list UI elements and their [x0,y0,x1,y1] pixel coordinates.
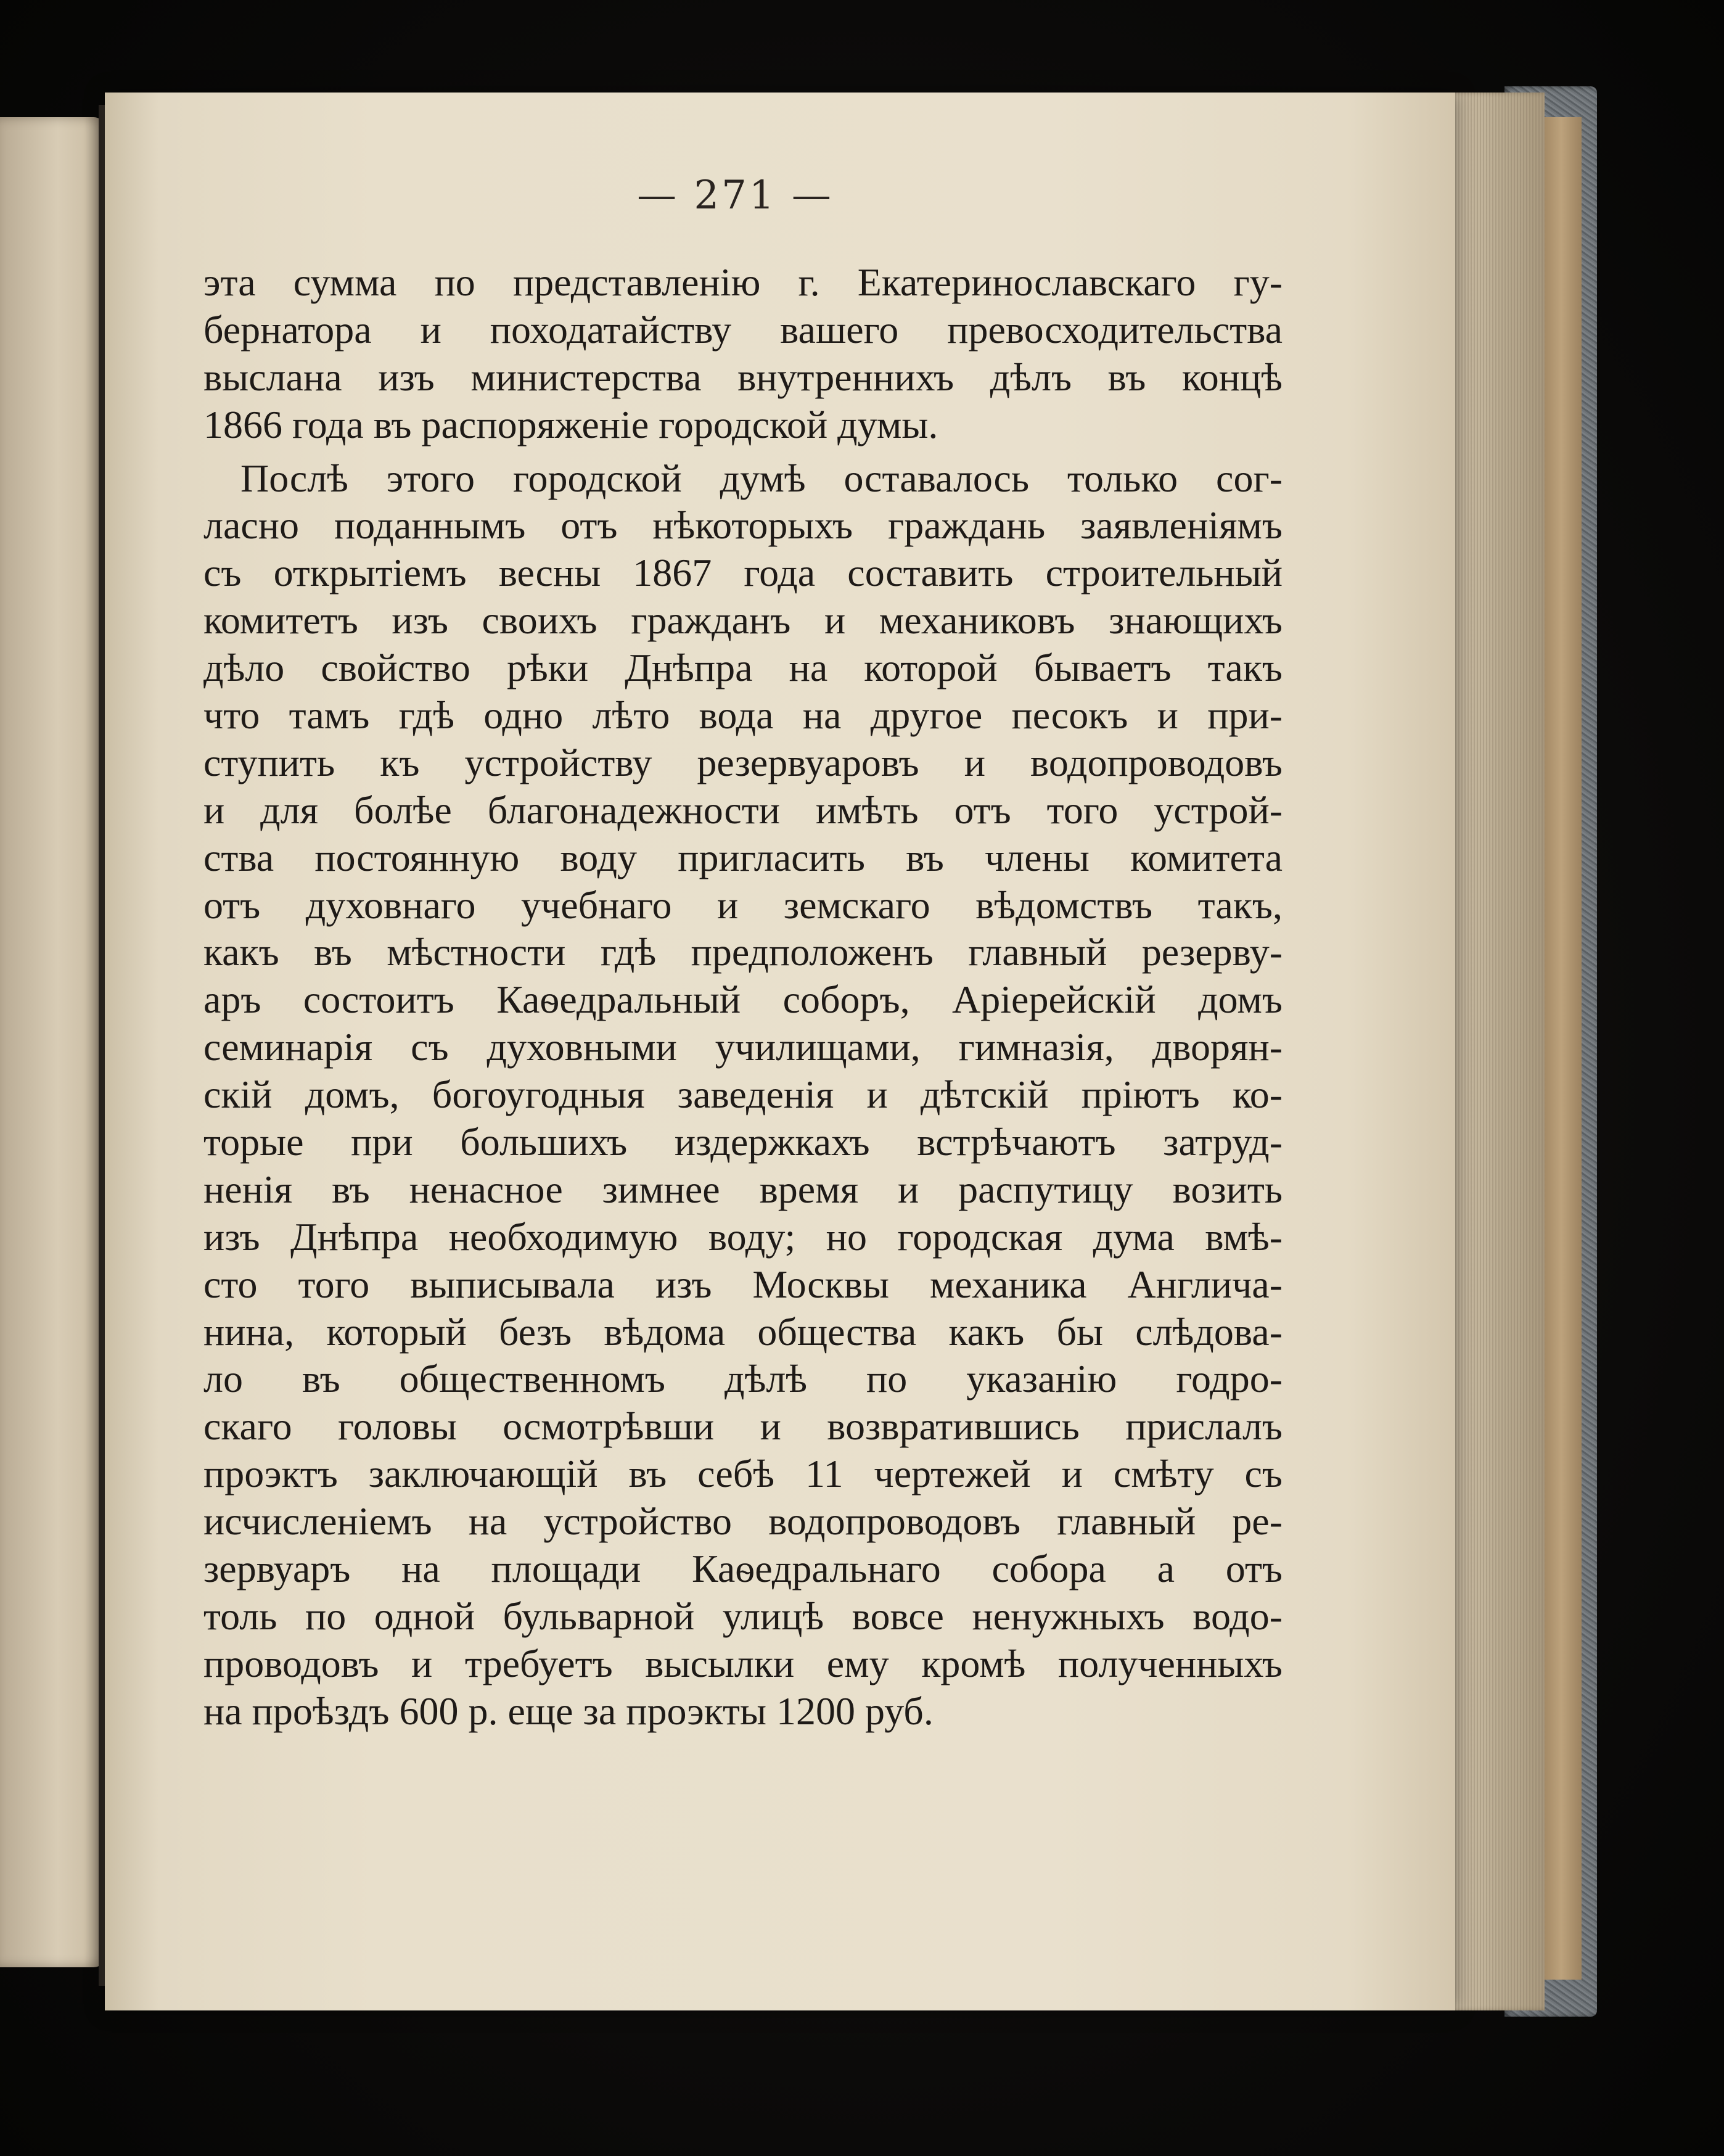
text-line: эта сумма по представленію г. Екатеринославскаго гу- [203,260,1283,304]
page-stack-edges [1449,93,1545,2010]
text-line: аръ состоитъ Каѳедральный соборъ, Аріерейскій домъ [203,977,1283,1022]
cover-inner-edge [1545,117,1582,1980]
text-line: на проѣздъ 600 р. еще за проэкты 1200 руб. [203,1689,934,1733]
text-line: проэктъ заключающій въ себѣ 11 чертежей и смѣту съ [203,1452,1283,1496]
paragraph [203,259,1283,449]
text-line: что тамъ гдѣ одно лѣто вода на другое песокъ и при- [203,693,1283,738]
text-line: бернатора и походатайству вашего превосходительства [203,307,1283,352]
text-line: толь по одной бульварной улицѣ вовсе ненужныхъ водо- [203,1594,1283,1638]
text-line: исчисленіемъ на устройство водопроводовъ главный ре- [203,1499,1283,1544]
text-line: дѣло свойство рѣки Днѣпра на которой бываетъ такъ [203,646,1283,690]
text-line: и для болѣе благонадежности имѣть отъ того устрой- [203,788,1283,832]
text-line: ненія въ ненасное зимнее время и распутицу возить [203,1167,1283,1211]
text-line: зервуаръ на площади Каѳедральнаго собора а отъ [203,1547,1283,1591]
text-line: отъ духовнаго учебнаго и земскаго вѣдомствъ такъ, [203,883,1283,927]
page-number: — 271 — [637,173,834,218]
text-line: Послѣ этого городской думѣ оставалось только сог- [240,456,1283,500]
text-line: нина, который безъ вѣдома общества какъ бы слѣдова- [203,1309,1283,1354]
text-line: какъ въ мѣстности гдѣ предположенъ главный резерву- [203,930,1283,974]
text-line: семинарія съ духовными училищами, гимназія, дворян- [203,1025,1283,1069]
text-line: ласно поданнымъ отъ нѣкоторыхъ граждань заявленіямъ [203,503,1283,548]
text-line: 1866 года въ распоряженіе городской думы. [203,402,938,446]
text-line: комитетъ изъ своихъ гражданъ и механиковъ знающихъ [203,598,1283,643]
text-line: ступить къ устройству резервуаровъ и водопроводовъ [203,740,1283,784]
text-line: проводовъ и требуетъ высылки ему кромѣ полученныхъ [203,1641,1283,1685]
text-line: торые при большихъ издержкахъ встрѣчаютъ затруд- [203,1120,1283,1164]
text-line: изъ Днѣпра необходимую воду; но городская дума вмѣ- [203,1214,1283,1259]
book-page [105,93,1455,2010]
text-line: ства постоянную воду пригласить въ члены комитета [203,835,1283,879]
text-line: выслана изъ министерства внутреннихъ дѣлъ въ концѣ [203,355,1283,399]
text-line: скій домъ, богоугодныя заведенія и дѣтскій пріютъ ко- [203,1072,1283,1117]
text-line: съ открытіемъ весны 1867 года составить строительный [203,551,1283,595]
text-line: сто того выписывала изъ Москвы механика Англича- [203,1262,1283,1306]
text-line: ло въ общественномъ дѣлѣ по указанію годро- [203,1357,1283,1401]
page-text-block [203,259,1283,1735]
text-line: скаго головы осмотрѣвши и возвратившись прислалъ [203,1404,1283,1449]
left-page-edge [0,117,105,1967]
paragraph [203,455,1283,1735]
